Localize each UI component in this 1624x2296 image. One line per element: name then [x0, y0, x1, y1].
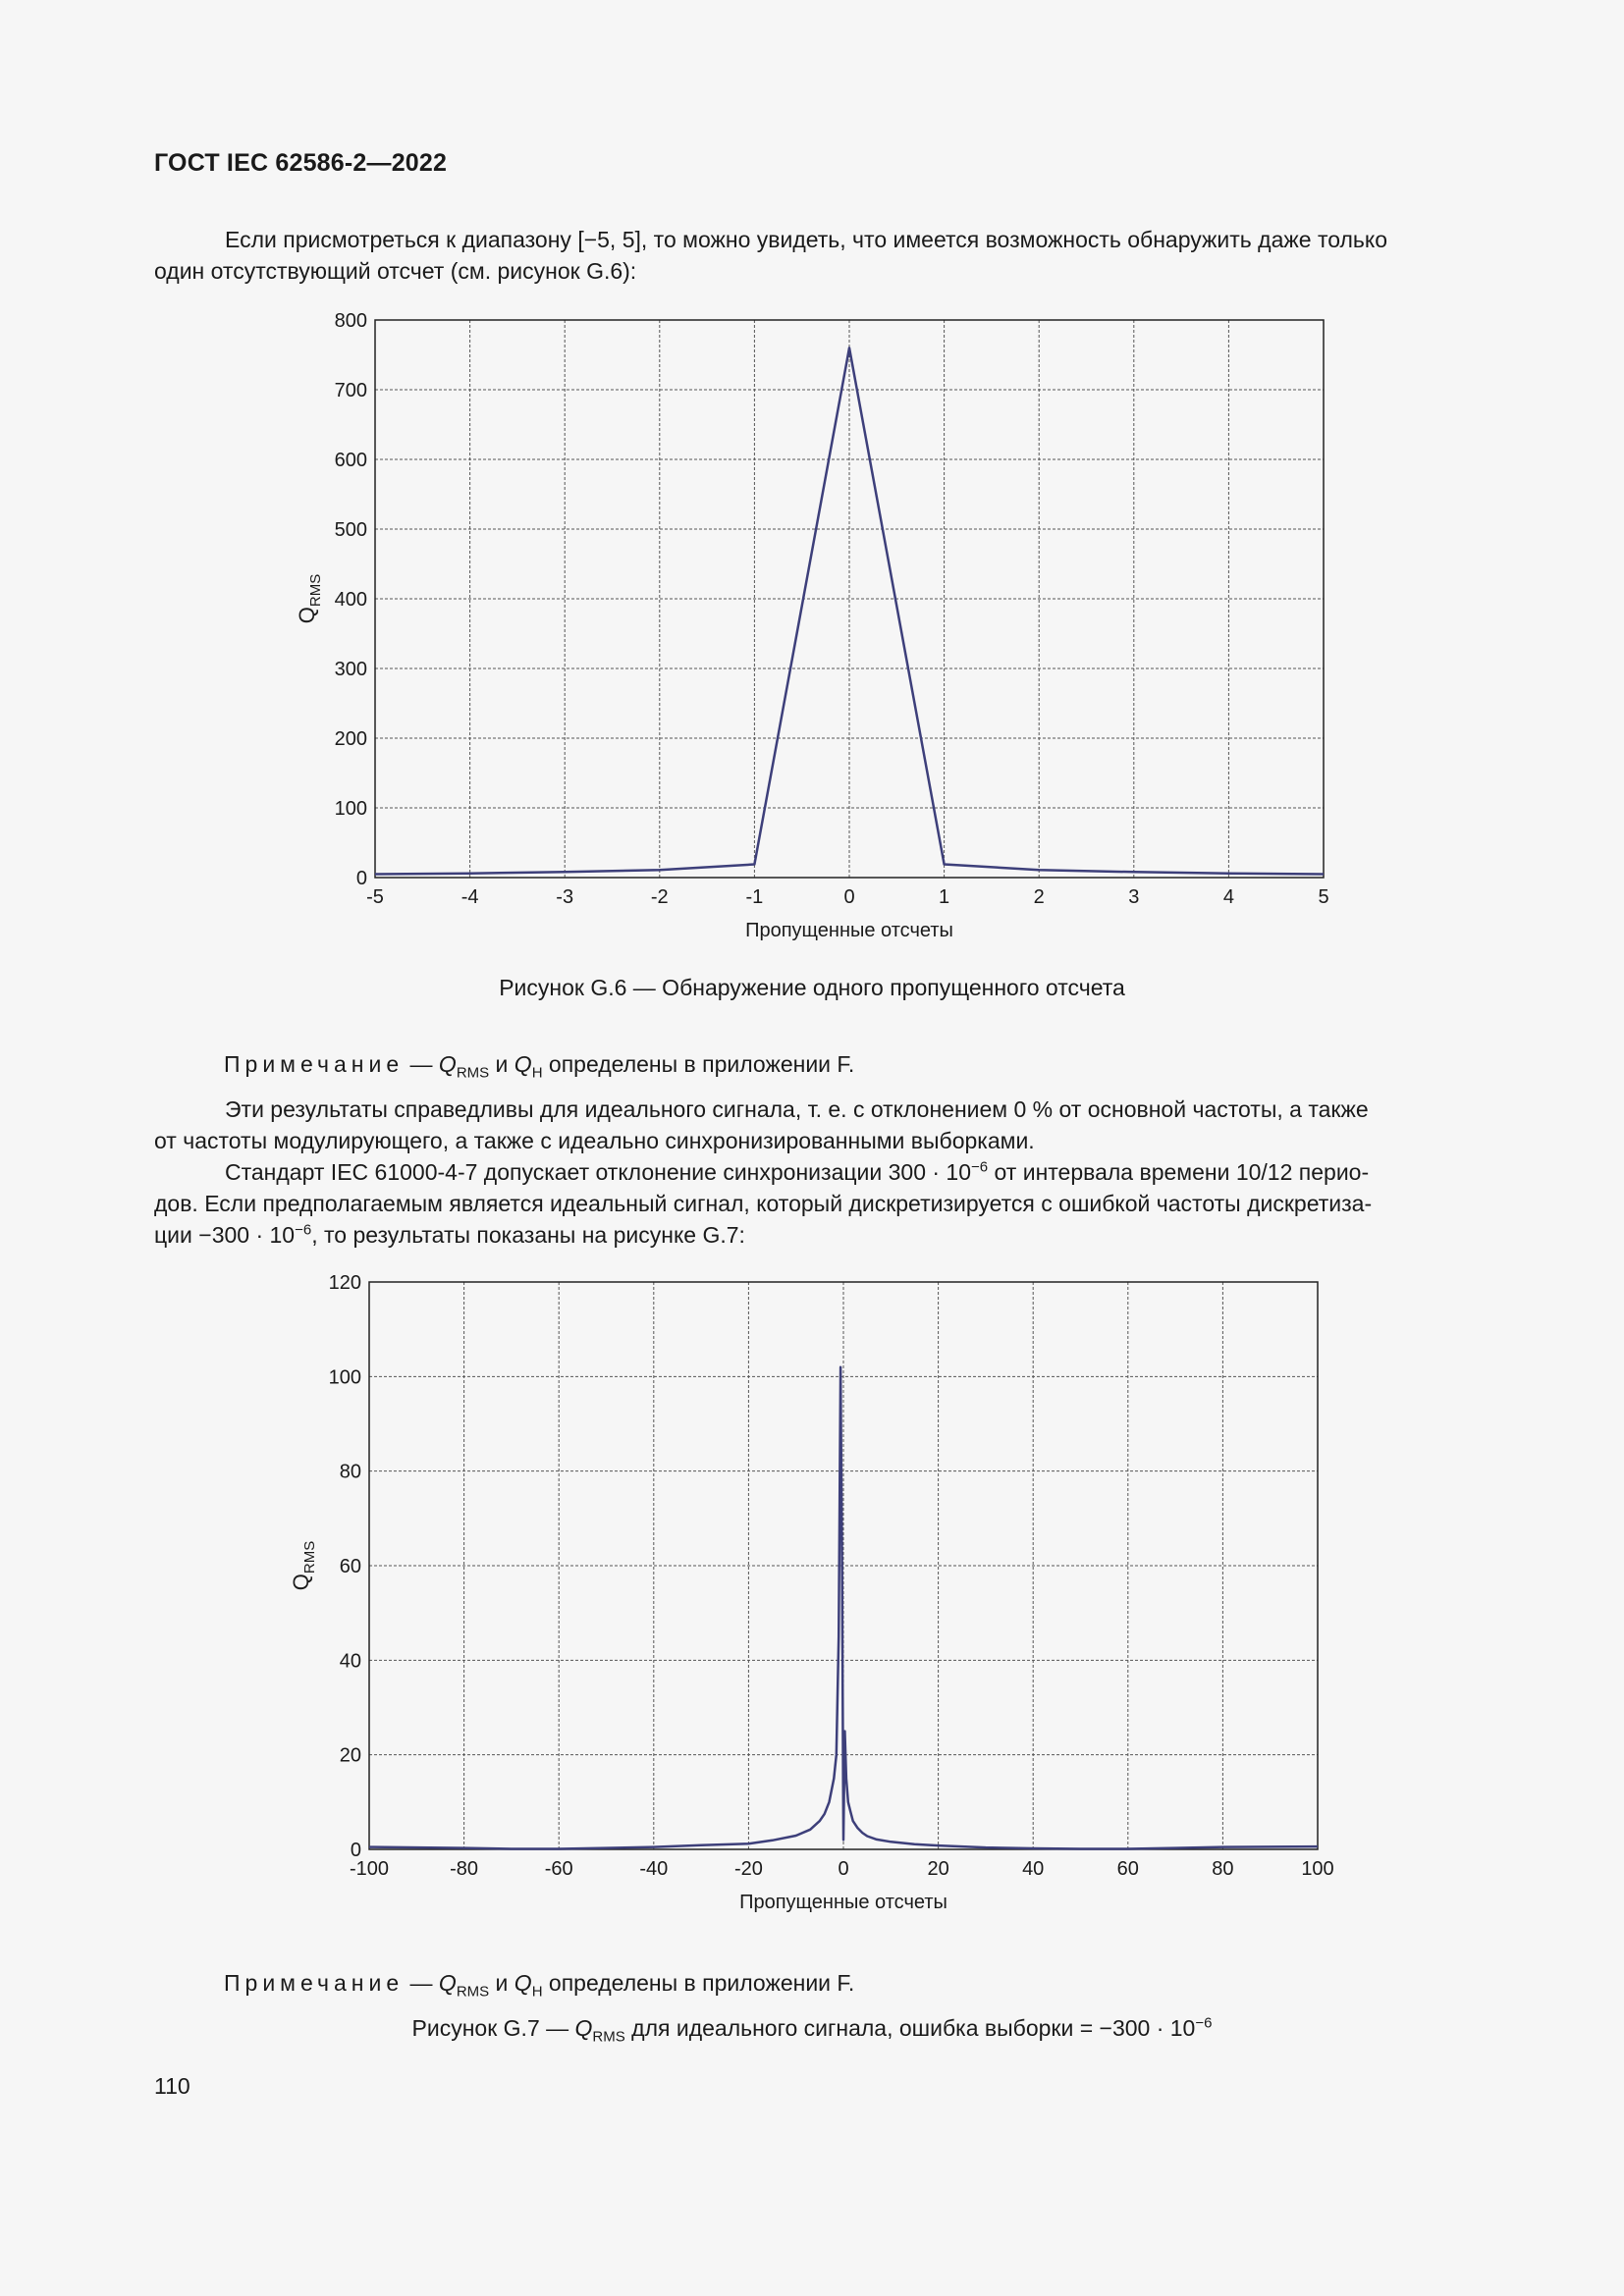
- y-tick-label: 300: [334, 659, 367, 680]
- x-tick-label: 0: [838, 1858, 849, 1880]
- x-axis-label: Пропущенные отсчеты: [745, 920, 953, 941]
- x-tick-label: 60: [1116, 1858, 1139, 1880]
- x-tick-label: 3: [1128, 886, 1140, 908]
- y-tick-label: 0: [350, 1840, 361, 1861]
- x-tick-label: -2: [650, 886, 669, 908]
- y-tick-label: 40: [339, 1650, 361, 1673]
- results-paragraph: [154, 1094, 1470, 1156]
- figure-g6-chart: [285, 304, 1345, 952]
- note-2: Примечание — $Q_{RMS}$ и $Q_H$ определены в приложении F.: [224, 1970, 855, 2001]
- x-tick-label: -3: [556, 886, 574, 908]
- note-2-label: Примечание: [224, 1970, 405, 1996]
- x-tick-label: -80: [450, 1858, 479, 1880]
- y-tick-label: 100: [334, 798, 367, 820]
- y-axis-label: $Q_{RMS}$: [289, 1540, 318, 1591]
- standard-line-2: дов. Если предполагаемым является идеальный сигнал, который дискретизируется с ошибкой частоты дискретиза-: [154, 1191, 1373, 1216]
- figure-g7-caption: Рисунок G.7 — $Q_{RMS}$ для идеального сигнала, ошибка выборки = $-300 \cdot 10^{-6}$: [411, 2014, 1213, 2046]
- x-tick-label: -100: [349, 1858, 390, 1880]
- y-tick-label: 700: [334, 380, 367, 401]
- y-tick-label: 800: [334, 310, 367, 332]
- x-tick-label: 40: [1022, 1858, 1045, 1880]
- y-tick-label: 80: [339, 1461, 361, 1483]
- standard-line-3: ции $-300 \cdot 10^{-6}$, то результаты показаны на рисунке G.7:: [154, 1221, 745, 1248]
- x-tick-label: 5: [1318, 886, 1329, 908]
- y-tick-label: 400: [334, 589, 367, 611]
- y-tick-label: 0: [355, 868, 367, 889]
- intro-paragraph: [154, 224, 1470, 287]
- x-axis-label: Пропущенные отсчеты: [739, 1892, 947, 1913]
- y-tick-label: 20: [339, 1744, 361, 1767]
- y-tick-label: 100: [328, 1366, 361, 1389]
- y-axis-label: $Q_{RMS}$: [295, 573, 324, 624]
- note-1-label: Примечание: [224, 1051, 405, 1077]
- standard-paragraph: [154, 1156, 1470, 1251]
- y-tick-label: 600: [334, 450, 367, 471]
- x-tick-label: 2: [1033, 886, 1045, 908]
- page-number: 110: [154, 2073, 190, 2099]
- figure-g6-caption: Рисунок G.6 — Обнаружение одного пропущенного отсчета: [499, 975, 1125, 1000]
- x-tick-label: 1: [939, 886, 950, 908]
- results-line-1: Эти результаты справедливы для идеального сигнала, т. е. с отклонением 0 % от основной частоты, а также: [225, 1096, 1369, 1122]
- x-tick-label: -40: [639, 1858, 669, 1880]
- results-line-2: от частоты модулирующего, а также с идеально синхронизированными выборками.: [154, 1128, 1035, 1153]
- x-tick-label: -60: [544, 1858, 573, 1880]
- standard-line-1: Стандарт IEC 61000-4-7 допускает отклонение синхронизации $300 \cdot 10^{-6}$ от интервала времени 10/12 перио-: [225, 1158, 1370, 1185]
- intro-line-2: один отсутствующий отсчет (см. рисунок G.6):: [154, 258, 637, 284]
- figure-g7-chart: [285, 1266, 1345, 1924]
- x-tick-label: -5: [366, 886, 384, 908]
- x-tick-label: -4: [460, 886, 479, 908]
- x-tick-label: -1: [745, 886, 764, 908]
- x-tick-label: 0: [843, 886, 855, 908]
- note-1: Примечание — $Q_{RMS}$ и $Q_H$ определены в приложении F.: [224, 1051, 855, 1082]
- document-header: ГОСТ IEC 62586-2—2022: [154, 149, 448, 177]
- x-tick-label: 4: [1222, 886, 1234, 908]
- y-tick-label: 500: [334, 519, 367, 541]
- x-tick-label: 80: [1212, 1858, 1234, 1880]
- y-tick-label: 200: [334, 728, 367, 750]
- x-tick-label: -20: [733, 1858, 763, 1880]
- intro-line-1: Если присмотреться к диапазону [−5, 5], то можно увидеть, что имеется возможность обнаружить даже только: [225, 227, 1388, 252]
- x-tick-label: 20: [927, 1858, 949, 1880]
- x-tick-label: 100: [1301, 1858, 1334, 1880]
- y-tick-label: 120: [328, 1272, 361, 1294]
- y-tick-label: 60: [339, 1556, 361, 1577]
